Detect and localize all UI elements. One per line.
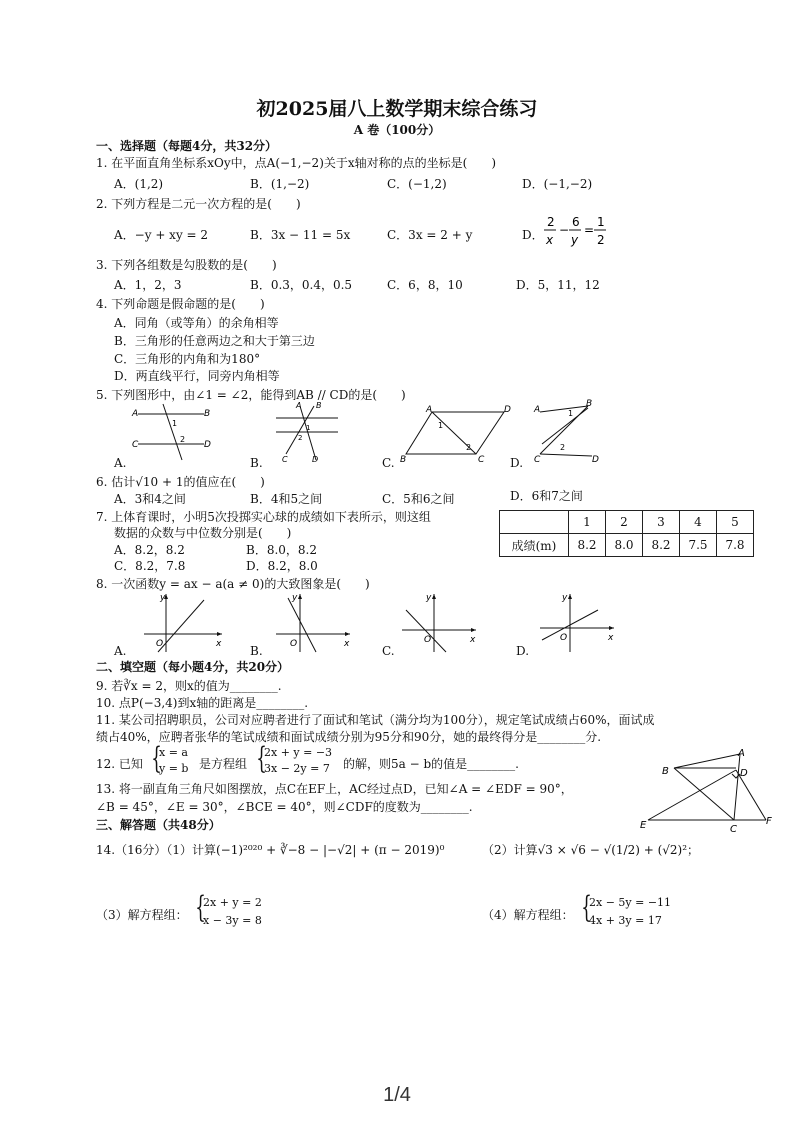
q3-option-a: A．1，2，3	[114, 278, 182, 292]
question-4: 4. 下列命题是假命题的是( )	[96, 297, 265, 311]
question-7-line1: 7. 上体育课时，小明5次投掷实心球的成绩如下表所示，则这组	[96, 510, 431, 524]
svg-text:1: 1	[438, 421, 444, 430]
q13-triangle-figure	[640, 748, 778, 834]
q2-option-d: D．	[522, 228, 544, 242]
table-header-cell: 5	[717, 511, 754, 534]
question-12-suffix: 的解，则5a − b的值是________.	[343, 757, 519, 771]
q4-option-b: B．三角形的任意两边之和大于第三边	[114, 334, 315, 348]
svg-text:1: 1	[597, 215, 605, 229]
svg-text:D: D	[740, 768, 748, 779]
q2-option-d-fraction-equation	[541, 212, 609, 252]
svg-text:D: D	[504, 405, 511, 415]
question-3: 3. 下列各组数是勾股数的是( )	[96, 258, 277, 272]
q2-option-b: B．3x − 11 = 5x	[250, 228, 351, 242]
svg-text:D: D	[204, 440, 211, 450]
svg-text:2: 2	[298, 434, 303, 442]
q3-option-d: D．5，11，12	[516, 278, 600, 292]
svg-text:A: A	[534, 405, 541, 415]
q8-graph-a	[140, 590, 226, 656]
q6-option-a: A．3和4之间	[114, 492, 186, 506]
svg-text:A: A	[426, 405, 433, 415]
table-header-cell: 1	[569, 511, 606, 534]
svg-text:C: C	[534, 455, 541, 464]
section-heading: 二、填空题（每小题4分，共20分）	[96, 660, 290, 674]
q2-option-a: A．−y + xy = 2	[114, 228, 209, 242]
svg-text:C: C	[282, 455, 288, 464]
svg-text:−: −	[559, 223, 570, 237]
system-brace: {	[195, 890, 206, 925]
svg-text:O: O	[290, 639, 298, 649]
section-heading: 一、选择题（每题4分，共32分）	[96, 139, 278, 153]
q8-graph-d	[536, 590, 618, 656]
svg-text:y: y	[160, 593, 166, 603]
system-brace: {	[151, 741, 162, 776]
question-12-mid: 是方程组	[199, 757, 248, 771]
svg-text:1: 1	[172, 419, 178, 428]
svg-text:1: 1	[568, 409, 574, 418]
q1-option-b: B．(1,−2)	[250, 177, 310, 191]
svg-text:C: C	[132, 440, 139, 450]
q1-option-a: A．(1,2)	[114, 177, 164, 191]
svg-text:D: D	[592, 455, 599, 464]
question-11-line2: 绩占40%，应聘者张华的笔试成绩和面试成绩分别为95分和90分，她的最终得分是________分.	[96, 730, 602, 744]
question-7-line2: 数据的众数与中位数分别是( )	[114, 526, 292, 540]
q1-option-c: C．(−1,2)	[387, 177, 447, 191]
svg-text:O: O	[560, 633, 568, 643]
q5-label-a: A.	[114, 456, 127, 470]
q8-graph-c	[398, 590, 480, 656]
svg-text:E: E	[640, 820, 647, 831]
section-heading: 三、解答题（共48分）	[96, 818, 221, 832]
table-row-label: 成绩(m)	[500, 534, 569, 557]
question-14-part2: （2）计算√3 × √6 − √(1/2) + (√2)²；	[482, 843, 700, 857]
question-11-line1: 11. 某公司招聘职员，公司对应聘者进行了面试和笔试（满分均为100分），规定笔试成绩占60%，面试成	[96, 713, 655, 727]
svg-text:A: A	[738, 748, 745, 759]
question-10: 10. 点P(−3,4)到x轴的距离是________.	[96, 696, 309, 710]
svg-text:2: 2	[597, 233, 605, 247]
q4-option-c: C．三角形的内角和为180°	[114, 352, 261, 366]
svg-text:2: 2	[180, 435, 186, 444]
question-2: 2. 下列方程是二元一次方程的是( )	[96, 197, 301, 211]
table-cell: 7.5	[680, 534, 717, 557]
q3-option-b: B．0.3，0.4，0.5	[250, 278, 353, 292]
page-number: 1/4	[383, 1084, 411, 1106]
question-14-part3: （3）解方程组：	[96, 908, 188, 922]
q5-label-c: C.	[382, 456, 395, 470]
svg-text:O: O	[424, 635, 432, 645]
score-table	[499, 510, 754, 557]
table-cell: 8.2	[569, 534, 606, 557]
q12-system1-line1: x = a	[159, 746, 188, 759]
svg-text:2: 2	[560, 443, 566, 452]
svg-text:x: x	[344, 639, 350, 649]
question-14-part4: （4）解方程组：	[482, 908, 574, 922]
q6-option-d: D．6和7之间	[510, 489, 583, 503]
q7-option-b: B．8.0，8.2	[246, 543, 317, 557]
system-brace: {	[581, 890, 592, 925]
q14-part3-eq1: 2x + y = 2	[203, 896, 262, 909]
svg-text:B: B	[662, 766, 669, 777]
svg-text:x: x	[608, 633, 614, 643]
table-cell: 7.8	[717, 534, 754, 557]
q6-option-c: C．5和6之间	[382, 492, 455, 506]
svg-text:y: y	[426, 593, 432, 603]
svg-text:O: O	[156, 639, 164, 649]
system-brace: {	[256, 741, 267, 776]
q7-option-d: D．8.2，8.0	[246, 559, 318, 573]
question-13-line1: 13. 将一副直角三角尺如图摆放，点C在EF上，AC经过点D，已知∠A = ∠EDF = 90°，	[96, 782, 573, 796]
table-header-cell: 3	[643, 511, 680, 534]
question-5: 5. 下列图形中，由∠1 = ∠2，能得到AB // CD的是( )	[96, 388, 406, 402]
page-subtitle: A 卷（100分）	[353, 123, 441, 137]
svg-text:x: x	[216, 639, 222, 649]
svg-text:=: =	[584, 223, 595, 237]
q8-graph-b	[272, 590, 354, 656]
question-1: 1. 在平面直角坐标系xOy中，点A(−1,−2)关于x轴对称的点的坐标是( )	[96, 156, 497, 170]
q5-figure-c	[396, 404, 518, 462]
q5-label-d: D.	[510, 456, 524, 470]
svg-text:6: 6	[572, 215, 580, 229]
question-9: 9. 若∛x = 2，则x的值为________.	[96, 679, 282, 693]
question-8: 8. 一次函数y = ax − a(a ≠ 0)的大致图象是( )	[96, 577, 370, 591]
q12-system1-line2: y = b	[159, 762, 189, 775]
question-12-prefix: 12. 已知	[96, 757, 143, 771]
q1-option-d: D．(−1,−2)	[522, 177, 593, 191]
question-14-part1: 14.（16分）（1）计算(−1)²⁰²⁰ + ∛−8 − |−√2| + (π − 2019)⁰	[96, 843, 445, 857]
svg-text:D: D	[312, 455, 319, 464]
svg-text:C: C	[730, 824, 737, 834]
q8-label-b: B.	[250, 644, 263, 658]
q8-label-c: C.	[382, 644, 395, 658]
q5-figure-d	[528, 398, 608, 464]
svg-text:F: F	[766, 816, 772, 827]
q8-label-d: D.	[516, 644, 530, 658]
svg-text:B: B	[586, 399, 593, 409]
svg-text:A: A	[296, 402, 302, 410]
svg-text:B: B	[400, 455, 407, 462]
q5-label-b: B.	[250, 456, 263, 470]
table-header-row	[500, 511, 754, 534]
q3-option-c: C．6，8，10	[387, 278, 463, 292]
q12-system2-line1: 2x + y = −3	[264, 746, 333, 759]
svg-text:x: x	[470, 635, 476, 645]
svg-text:x: x	[546, 233, 554, 247]
q14-part4-eq1: 2x − 5y = −11	[589, 896, 672, 909]
q4-option-d: D．两直线平行，同旁内角相等	[114, 369, 280, 383]
q14-part4-eq2: 4x + 3y = 17	[589, 914, 662, 927]
q5-figure-a	[118, 402, 222, 464]
table-header-cell: 4	[680, 511, 717, 534]
table-cell: 8.2	[643, 534, 680, 557]
q4-option-a: A．同角（或等角）的余角相等	[114, 316, 279, 330]
q5-figure-b	[266, 402, 346, 464]
table-row	[500, 534, 754, 557]
question-13-line2: ∠B = 45°，∠E = 30°，∠BCE = 40°，则∠CDF的度数为________.	[96, 800, 473, 814]
page-title: 初2025届八上数学期末综合练习	[256, 98, 538, 120]
svg-text:2: 2	[466, 443, 472, 452]
q14-part3-eq2: x − 3y = 8	[203, 914, 262, 927]
table-cell: 8.0	[606, 534, 643, 557]
q7-option-a: A．8.2，8.2	[114, 543, 185, 557]
svg-text:2: 2	[547, 215, 555, 229]
table-header-cell	[500, 511, 569, 534]
svg-text:B: B	[204, 409, 211, 419]
svg-text:B: B	[316, 402, 322, 410]
q8-label-a: A.	[114, 644, 127, 658]
svg-text:y: y	[292, 593, 298, 603]
question-6: 6. 估计√10 + 1的值应在( )	[96, 475, 265, 489]
svg-text:y: y	[571, 233, 579, 247]
q12-system2-line2: 3x − 2y = 7	[264, 762, 330, 775]
q2-option-c: C．3x = 2 + y	[387, 228, 473, 242]
table-header-cell: 2	[606, 511, 643, 534]
svg-text:C: C	[478, 455, 485, 462]
q6-option-b: B．4和5之间	[250, 492, 323, 506]
svg-text:A: A	[132, 409, 139, 419]
svg-text:y: y	[562, 593, 568, 603]
q7-option-c: C．8.2，7.8	[114, 559, 186, 573]
svg-text:1: 1	[306, 424, 311, 432]
